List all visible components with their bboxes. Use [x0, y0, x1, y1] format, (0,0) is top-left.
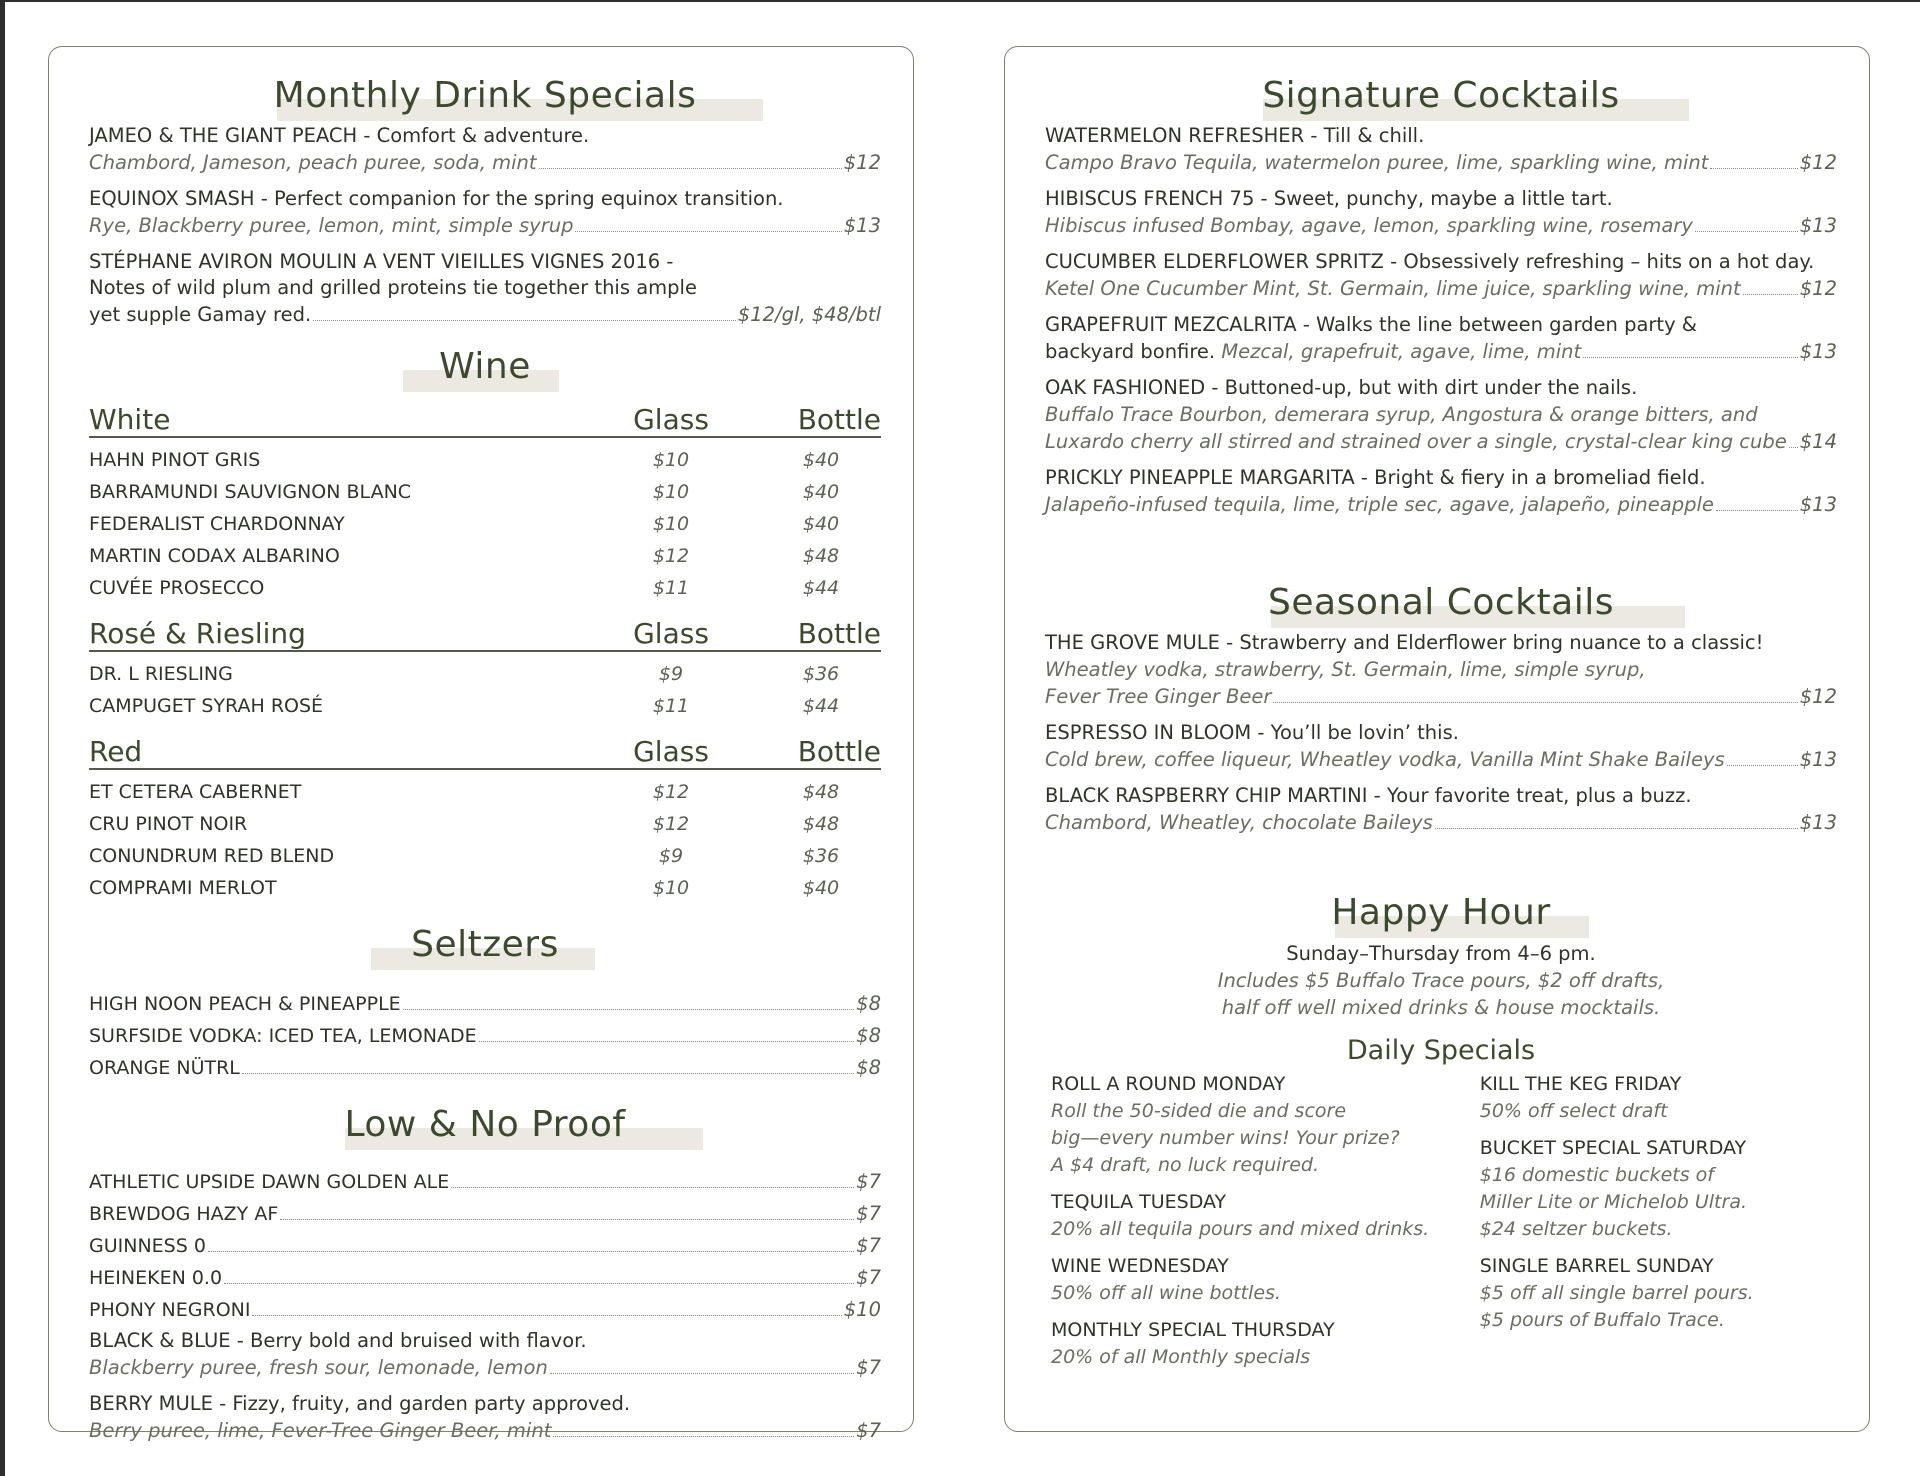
- item-head: EQUINOX SMASH - Perfect companion for the spring equinox transition.: [89, 187, 784, 210]
- happy-hour-offer: half off well mixed drinks & house mocktails.: [1221, 996, 1661, 1019]
- daily-special-name: BUCKET SPECIAL SATURDAY: [1479, 1137, 1747, 1159]
- menu-item: [1045, 375, 1837, 455]
- item-ingredients: Berry puree, lime, Fever-Tree Ginger Beer, mint: [89, 1419, 552, 1442]
- daily-special-detail: 20% of all Monthly specials: [1051, 1346, 1311, 1368]
- wine-row: [89, 690, 881, 722]
- item-body: [89, 149, 881, 176]
- daily-special: [1051, 1317, 1480, 1371]
- item-price: $8: [856, 1024, 881, 1047]
- item-head: PRICKLY PINEAPPLE MARGARITA - Bright & fiery in a bromeliad field.: [1045, 466, 1706, 489]
- leader-dots: [575, 231, 841, 232]
- glass-price: $10: [652, 481, 690, 503]
- bottle-price: $40: [802, 481, 840, 503]
- item-head: HIBISCUS FRENCH 75 - Sweet, punchy, maybe a little tart.: [1045, 187, 1613, 210]
- glass-price: $10: [652, 877, 690, 899]
- daily-special-detail: $5 pours of Buffalo Trace.: [1479, 1309, 1725, 1331]
- menu-item: [89, 1328, 881, 1381]
- wine-row: [89, 444, 881, 476]
- wine-row: [89, 508, 881, 540]
- wine-group-header: [89, 616, 881, 652]
- item-price: $8: [856, 1056, 881, 1079]
- glass-price: $11: [652, 577, 690, 599]
- bottle-column-label: Bottle: [797, 617, 881, 650]
- wine-name: DR. L RIESLING: [89, 663, 233, 685]
- item-ingredients: Chambord, Jameson, peach puree, soda, mint: [89, 151, 537, 174]
- left-edge-border: [0, 0, 5, 1476]
- item-body: [1045, 338, 1837, 365]
- item-head: CUCUMBER ELDERFLOWER SPRITZ - Obsessively refreshing – hits on a hot day.: [1045, 250, 1815, 273]
- seasonal-cocktails-header: [1045, 580, 1837, 630]
- item-ingredients: Fever Tree Ginger Beer: [1045, 685, 1272, 708]
- bottle-price: $48: [802, 545, 840, 567]
- wine-name: ET CETERA CABERNET: [89, 781, 302, 803]
- item-description: yet supple Gamay red.: [89, 303, 312, 326]
- item-body: [1045, 809, 1837, 836]
- section-title: Low & No Proof: [344, 1104, 626, 1145]
- item-head: BLACK & BLUE - Berry bold and bruised with flavor.: [89, 1329, 587, 1352]
- leader-dots: [451, 1187, 854, 1188]
- wine-group-header: [89, 402, 881, 438]
- item-name: ATHLETIC UPSIDE DAWN GOLDEN ALE: [89, 1171, 450, 1193]
- item-head: OAK FASHIONED - Buttoned-up, but with dirt under the nails.: [1045, 376, 1638, 399]
- leader-dots: [1435, 828, 1798, 829]
- monthly-specials-header: [89, 73, 881, 123]
- item-body: [1045, 491, 1837, 518]
- low-no-proof-header: [89, 1102, 881, 1152]
- list-item: [89, 1020, 881, 1052]
- menu-item: [89, 123, 881, 176]
- daily-special-detail: big—every number wins! Your prize?: [1051, 1127, 1400, 1149]
- item-ingredients: Blackberry puree, fresh sour, lemonade, lemon: [89, 1356, 548, 1379]
- daily-special-name: WINE WEDNESDAY: [1051, 1255, 1229, 1277]
- item-ingredients: Mezcal, grapefruit, agave, lime, mint: [1221, 340, 1582, 363]
- menu-item: [1045, 783, 1837, 836]
- daily-special-detail: 50% off select draft: [1479, 1100, 1668, 1122]
- daily-specials-right-column: [1480, 1071, 1837, 1381]
- item-head: BLACK RASPBERRY CHIP MARTINI - Your favorite treat, plus a buzz.: [1045, 784, 1692, 807]
- bottle-price: $36: [802, 845, 840, 867]
- daily-special-detail: $16 domestic buckets of: [1479, 1164, 1714, 1186]
- item-body: [89, 1354, 881, 1381]
- menu-item: [1045, 465, 1837, 518]
- item-price: $13: [1799, 214, 1837, 237]
- item-body: [1045, 275, 1837, 302]
- leader-dots: [1695, 231, 1798, 232]
- leader-dots: [252, 1315, 841, 1316]
- item-ingredients: Luxardo cherry all stirred and strained over a single, crystal-clear king cube: [1045, 430, 1787, 453]
- leader-dots: [550, 1373, 854, 1374]
- glass-price: $12: [652, 545, 690, 567]
- item-head: JAMEO & THE GIANT PEACH - Comfort & adventure.: [89, 124, 590, 147]
- wine-name: HAHN PINOT GRIS: [89, 449, 261, 471]
- list-item: [89, 1262, 881, 1294]
- daily-special: [1480, 1135, 1837, 1243]
- glass-price: $10: [652, 449, 690, 471]
- wine-name: CAMPUGET SYRAH ROSÉ: [89, 695, 324, 717]
- item-price: $7: [856, 1202, 881, 1225]
- item-body: [89, 1417, 881, 1444]
- bottle-price: $40: [802, 513, 840, 535]
- item-body: [1045, 746, 1837, 773]
- right-menu-panel: [1004, 46, 1870, 1432]
- bottle-column-label: Bottle: [797, 735, 881, 768]
- list-item: [89, 1230, 881, 1262]
- leader-dots: [403, 1009, 854, 1010]
- menu-item: [89, 249, 881, 328]
- item-price: $8: [856, 992, 881, 1015]
- wine-name: MARTIN CODAX ALBARINO: [89, 545, 340, 567]
- glass-column-label: Glass: [633, 403, 709, 436]
- item-name: SURFSIDE VODKA: ICED TEA, LEMONADE: [89, 1025, 477, 1047]
- leader-dots: [224, 1283, 854, 1284]
- daily-special-detail: 20% all tequila pours and mixed drinks.: [1051, 1218, 1430, 1240]
- wine-row: [89, 808, 881, 840]
- happy-hour-details: [1045, 940, 1837, 1021]
- leader-dots: [1583, 357, 1798, 358]
- menu-item: [89, 186, 881, 239]
- wine-name: FEDERALIST CHARDONNAY: [89, 513, 345, 535]
- daily-special-detail: Roll the 50-sided die and score: [1051, 1100, 1347, 1122]
- item-price: $13: [843, 214, 881, 237]
- daily-specials-left-column: [1045, 1071, 1480, 1381]
- item-ingredients: Jalapeño-infused tequila, lime, triple sec, agave, jalapeño, pineapple: [1045, 493, 1714, 516]
- item-price: $12: [1799, 685, 1837, 708]
- item-price: $7: [856, 1356, 881, 1379]
- item-price: $12: [1799, 277, 1837, 300]
- wine-list: [89, 776, 881, 904]
- leader-dots: [280, 1219, 854, 1220]
- item-price: $12: [843, 151, 881, 174]
- wine-group-title: Red: [89, 735, 143, 768]
- item-ingredients: Hibiscus infused Bombay, agave, lemon, sparkling wine, rosemary: [1045, 214, 1693, 237]
- daily-special-name: ROLL A ROUND MONDAY: [1051, 1073, 1286, 1095]
- menu-item: [89, 1391, 881, 1444]
- bottle-price: $48: [802, 781, 840, 803]
- glass-column-label: Glass: [633, 735, 709, 768]
- list-item: [89, 988, 881, 1020]
- section-title: Happy Hour: [1331, 892, 1551, 933]
- item-name: HIGH NOON PEACH & PINEAPPLE: [89, 993, 401, 1015]
- item-description: backyard bonfire.: [1045, 340, 1216, 363]
- list-item: [89, 1198, 881, 1230]
- leader-dots: [208, 1251, 854, 1252]
- bottle-column-label: Bottle: [797, 403, 881, 436]
- bottle-price: $44: [802, 695, 840, 717]
- menu-item: [1045, 630, 1837, 710]
- bottle-price: $48: [802, 813, 840, 835]
- daily-special: [1480, 1071, 1837, 1125]
- item-price: $7: [856, 1170, 881, 1193]
- wine-name: CRU PINOT NOIR: [89, 813, 248, 835]
- item-body: [1045, 428, 1837, 455]
- signature-cocktails-header: [1045, 73, 1837, 123]
- item-body: [89, 301, 881, 328]
- item-price: $10: [843, 1298, 881, 1321]
- wine-name: COMPRAMI MERLOT: [89, 877, 277, 899]
- item-price: $7: [856, 1234, 881, 1257]
- item-price: $12: [1799, 151, 1837, 174]
- item-name: ORANGE NÜTRL: [89, 1057, 240, 1079]
- daily-special-name: KILL THE KEG FRIDAY: [1479, 1073, 1682, 1095]
- daily-special-name: TEQUILA TUESDAY: [1051, 1191, 1227, 1213]
- glass-price: $12: [652, 813, 690, 835]
- daily-special-detail: 50% off all wine bottles.: [1051, 1282, 1281, 1304]
- glass-price: $9: [658, 663, 684, 685]
- list-item: [89, 1294, 881, 1326]
- item-description: Notes of wild plum and grilled proteins tie together this ample: [89, 276, 697, 299]
- list-item: [89, 1166, 881, 1198]
- leader-dots: [313, 320, 736, 321]
- item-ingredients: Ketel One Cucumber Mint, St. Germain, lime juice, sparkling wine, mint: [1045, 277, 1741, 300]
- wine-group-title: Rosé & Riesling: [89, 617, 306, 650]
- leader-dots: [1273, 702, 1797, 703]
- menu-item: [1045, 186, 1837, 239]
- wine-group-title: White: [89, 403, 171, 436]
- item-price: $13: [1799, 811, 1837, 834]
- leader-dots: [1727, 765, 1798, 766]
- item-head: THE GROVE MULE - Strawberry and Elderflower bring nuance to a classic!: [1045, 631, 1764, 654]
- glass-price: $10: [652, 513, 690, 535]
- item-head: STÉPHANE AVIRON MOULIN A VENT VIEILLES VIGNES 2016 -: [89, 250, 674, 273]
- bottle-price: $40: [802, 877, 840, 899]
- daily-special-name: MONTHLY SPECIAL THURSDAY: [1051, 1319, 1335, 1341]
- glass-column-label: Glass: [633, 617, 709, 650]
- wine-row: [89, 540, 881, 572]
- section-title: Seasonal Cocktails: [1268, 582, 1614, 623]
- bottle-price: $36: [802, 663, 840, 685]
- item-ingredients: Cold brew, coffee liqueur, Wheatley vodka, Vanilla Mint Shake Baileys: [1045, 748, 1725, 771]
- leader-dots: [539, 168, 842, 169]
- wine-name: CONUNDRUM RED BLEND: [89, 845, 335, 867]
- glass-price: $11: [652, 695, 690, 717]
- wine-group-header: [89, 734, 881, 770]
- item-ingredients: Chambord, Wheatley, chocolate Baileys: [1045, 811, 1433, 834]
- item-name: HEINEKEN 0.0: [89, 1267, 223, 1289]
- bottle-price: $44: [802, 577, 840, 599]
- wine-row: [89, 776, 881, 808]
- wine-row: [89, 840, 881, 872]
- item-price: $13: [1799, 493, 1837, 516]
- happy-hour-offer: Includes $5 Buffalo Trace pours, $2 off drafts,: [1217, 969, 1665, 992]
- item-body: [1045, 656, 1837, 683]
- bottle-price: $40: [802, 449, 840, 471]
- item-price: $12/gl, $48/btl: [737, 303, 881, 326]
- wine-row: [89, 476, 881, 508]
- item-price: $7: [856, 1419, 881, 1442]
- item-ingredients: Wheatley vodka, strawberry, St. Germain, lime, simple syrup,: [1045, 658, 1646, 681]
- leader-dots: [1743, 294, 1798, 295]
- leader-dots: [242, 1073, 854, 1074]
- item-price: $13: [1799, 748, 1837, 771]
- section-title: Monthly Drink Specials: [273, 75, 697, 116]
- item-name: GUINNESS 0: [89, 1235, 206, 1257]
- menu-item: [1045, 720, 1837, 773]
- left-menu-panel: [48, 46, 914, 1442]
- wine-name: CUVÉE PROSECCO: [89, 577, 265, 599]
- item-name: BREWDOG HAZY AF: [89, 1203, 279, 1225]
- daily-special-name: SINGLE BARREL SUNDAY: [1479, 1255, 1714, 1277]
- daily-special: [1051, 1071, 1480, 1179]
- daily-special: [1051, 1253, 1480, 1307]
- list-item: [89, 1052, 881, 1084]
- happy-hour-header: [1045, 890, 1837, 940]
- item-ingredients: Buffalo Trace Bourbon, demerara syrup, Angostura & orange bitters, and: [1045, 403, 1758, 426]
- menu-item: [1045, 123, 1837, 176]
- leader-dots: [1710, 168, 1797, 169]
- item-body: [89, 212, 881, 239]
- glass-price: $12: [652, 781, 690, 803]
- menu-item: [1045, 249, 1837, 302]
- leader-dots: [479, 1041, 855, 1042]
- item-head: WATERMELON REFRESHER - Till & chill.: [1045, 124, 1425, 147]
- wine-row: [89, 658, 881, 690]
- daily-specials-title: Daily Specials: [1346, 1035, 1536, 1066]
- item-ingredients: Campo Bravo Tequila, watermelon puree, lime, sparkling wine, mint: [1045, 151, 1709, 174]
- section-title: Seltzers: [411, 924, 559, 965]
- wine-name: BARRAMUNDI SAUVIGNON BLANC: [89, 481, 412, 503]
- menu-item: [1045, 312, 1837, 365]
- daily-special-detail: $24 seltzer buckets.: [1479, 1218, 1673, 1240]
- item-head: BERRY MULE - Fizzy, fruity, and garden party approved.: [89, 1392, 631, 1415]
- item-head: GRAPEFRUIT MEZCALRITA - Walks the line between garden party &: [1045, 313, 1698, 336]
- daily-special: [1051, 1189, 1480, 1243]
- daily-special-detail: Miller Lite or Michelob Ultra.: [1479, 1191, 1748, 1213]
- daily-specials-grid: [1045, 1071, 1837, 1381]
- item-head: ESPRESSO IN BLOOM - You’ll be lovin’ this.: [1045, 721, 1459, 744]
- section-title: Signature Cocktails: [1262, 75, 1620, 116]
- item-body: [1045, 212, 1837, 239]
- seltzers-header: [89, 922, 881, 972]
- leader-dots: [1789, 447, 1798, 448]
- item-body: [1045, 683, 1837, 710]
- wine-header: [89, 344, 881, 394]
- glass-price: $9: [658, 845, 684, 867]
- item-body: [1045, 149, 1837, 176]
- wine-row: [89, 572, 881, 604]
- item-price: $7: [856, 1266, 881, 1289]
- item-name: PHONY NEGRONI: [89, 1299, 251, 1321]
- leader-dots: [553, 1436, 854, 1437]
- daily-special-detail: $5 off all single barrel pours.: [1479, 1282, 1754, 1304]
- wine-list: [89, 444, 881, 604]
- wine-row: [89, 872, 881, 904]
- item-price: $13: [1799, 340, 1837, 363]
- leader-dots: [1716, 510, 1798, 511]
- daily-special: [1480, 1253, 1837, 1334]
- section-title: Wine: [439, 346, 531, 387]
- item-ingredients: Rye, Blackberry puree, lemon, mint, simple syrup: [89, 214, 574, 237]
- happy-hour-time: Sunday–Thursday from 4–6 pm.: [1286, 942, 1596, 965]
- item-body: [1045, 401, 1837, 428]
- item-price: $14: [1799, 430, 1837, 453]
- top-edge-border: [0, 0, 1920, 2]
- wine-list: [89, 658, 881, 722]
- daily-special-detail: A $4 draft, no luck required.: [1051, 1154, 1319, 1176]
